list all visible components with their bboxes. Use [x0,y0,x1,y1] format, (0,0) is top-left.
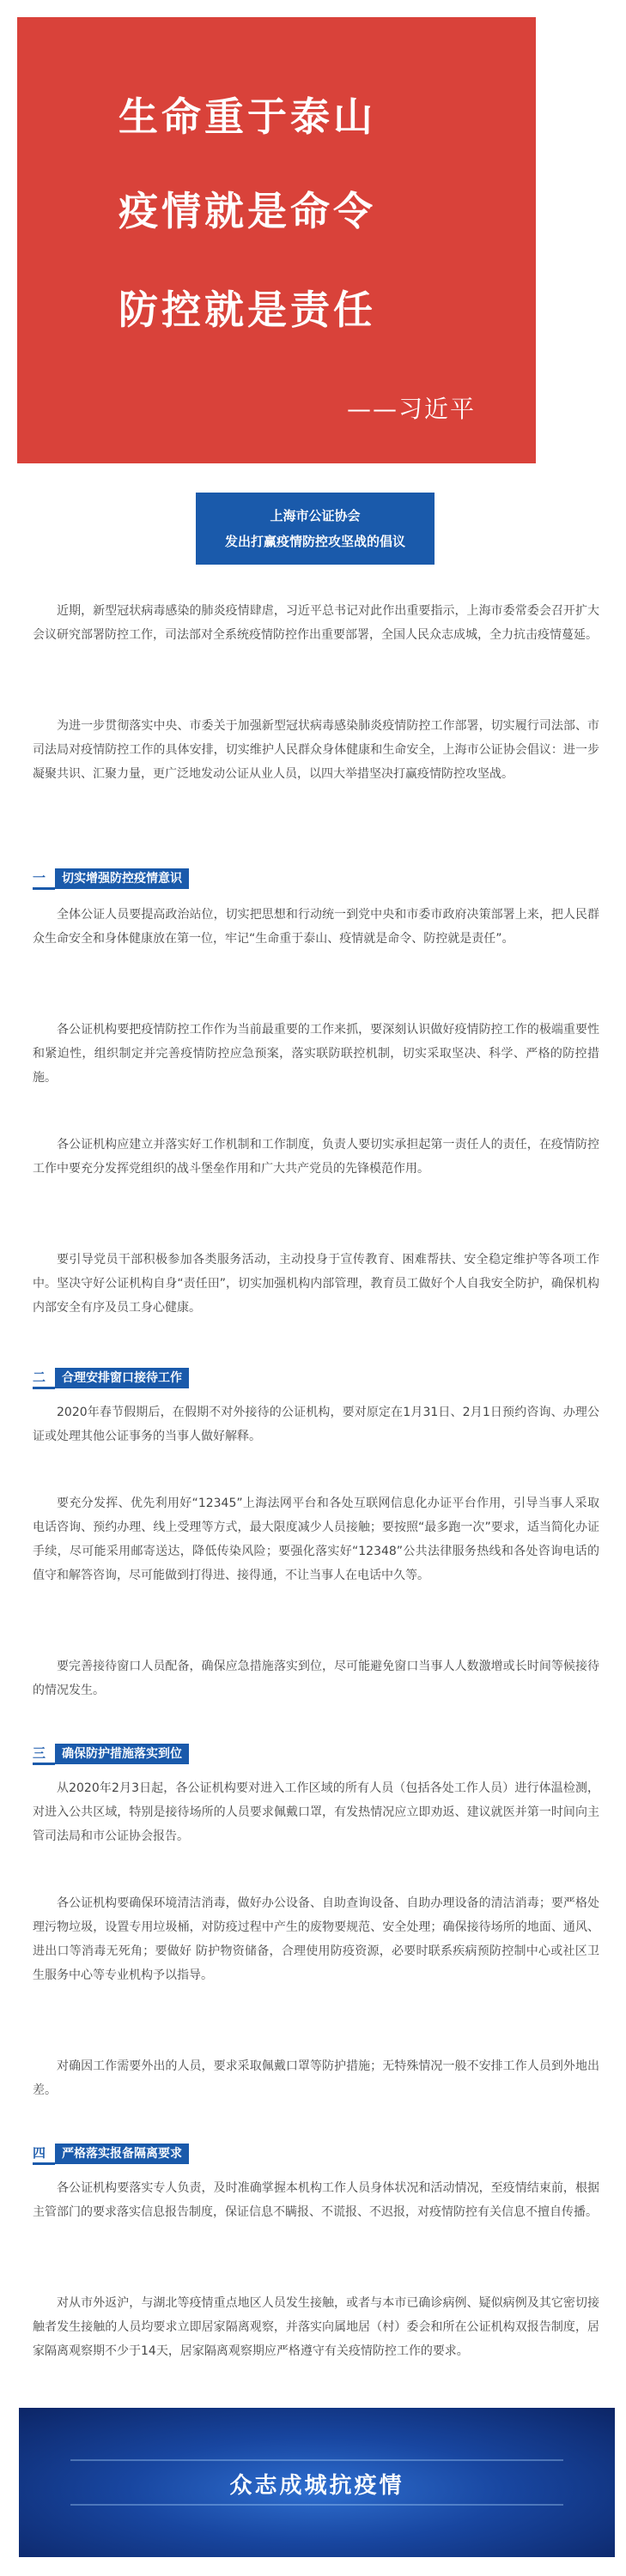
section-2-paragraph-2: 要充分发挥、优先利用好“12345”上海法网平台和各处互联网信息化办证平台作用，引导当事人采取电话咨询、预约办理、线上受理等方式，最大限度减少人员接触；要按照“最多跑一次”要求，适当简化办证手续，尽可能采用邮寄送达，降低传染风险；要强化落实好“12348”公共法律服务热线和各处咨询电话的值守和解答咨询，尽可能做到打得进、接得通，不让当事人在电话中久等。 [33,1497,599,1582]
section-label: 严格落实报备隔离要求 [55,2144,189,2164]
slogan-line-2: 疫情就是命令 [119,188,376,234]
article-title-line-1: 上海市公证协会 [270,508,361,523]
intro-paragraph-1: 近期，新型冠状病毒感染的肺炎疫情肆虐，习近平总书记对此作出重要指示，上海市委常委会召开扩大会议研究部署防控工作，司法部对全系统疫情防控作出重要部署，全国人民众志成城，全力抗击疫情蔓延。 [33,604,599,642]
section-2-paragraph-3: 要完善接待窗口人员配备，确保应急措施落实到位，尽可能避免窗口当事人人数激增或长时间等候接待的情况发生。 [33,1660,599,1697]
section-heading-4 [33,2144,189,2164]
section-heading-1 [33,868,189,889]
section-label: 切实增强防控疫情意识 [55,868,189,889]
section-1-paragraph-1: 全体公证人员要提高政治站位，切实把思想和行动统一到党中央和市委市政府决策部署上来，把人民群众生命安全和身体健康放在第一位，牢记“生命重于泰山、疫情就是命令、防控就是责任”。 [33,908,599,946]
section-3-paragraph-2: 各公证机构要确保环境清洁消毒，做好办公设备、自助查询设备、自助办理设备的清洁消毒；要严格处理污物垃圾，设置专用垃圾桶，对防疫过程中产生的废物要规范、安全处理；确保接待场所的地面、通风、进出口等消毒无死角；要做好 防护物资储备，合理使用防疫资源，必要时联系疾病预防控制中心或社区卫生服务中心等专业机构予以指导。 [33,1896,599,1982]
article-title-box [196,493,435,565]
section-2-paragraph-1: 2020年春节假期后，在假期不对外接待的公证机构，要对原定在1月31日、2月1日预约咨询、办理公证或处理其他公证事务的当事人做好解释。 [33,1406,599,1443]
section-label: 确保防护措施落实到位 [55,1744,189,1764]
section-1-paragraph-4: 要引导党员干部积极参加各类服务活动，主动投身于宣传教育、困难帮扶、安全稳定维护等各项工作中。坚决守好公证机构自身“责任田”，切实加强机构内部管理，教育员工做好个人自我安全防护，确保机构内部安全有序及员工身心健康。 [33,1253,599,1315]
section-number: 三 [33,1744,55,1765]
footer-slogan: 众志成城抗疫情 [229,2473,404,2499]
footer-banner [19,2408,615,2557]
slogan-signature: ——习近平 [346,395,476,423]
intro-paragraph-2: 为进一步贯彻落实中央、市委关于加强新型冠状病毒感染肺炎疫情防控工作部署，切实履行司法部、市司法局对疫情防控工作的具体安排，切实维护人民群众身体健康和生命安全，上海市公证协会倡议：进一步凝聚共识、汇聚力量，更广泛地发动公证从业人员，以四大举措坚决打赢疫情防控攻坚战。 [33,719,599,781]
section-3-paragraph-3: 对确因工作需要外出的人员，要求采取佩戴口罩等防护措施；无特殊情况一般不安排工作人员到外地出差。 [33,2059,599,2097]
article-title-line-2: 发出打赢疫情防控攻坚战的倡议 [224,534,405,549]
section-number: 二 [33,1368,55,1389]
section-heading-2 [33,1368,189,1388]
section-heading-3 [33,1744,189,1764]
section-number: 一 [33,868,55,890]
section-1-paragraph-3: 各公证机构应建立并落实好工作机制和工作制度，负责人要切实承担起第一责任人的责任，在疫情防控工作中要充分发挥党组织的战斗堡垒作用和广大共产党员的先锋模范作用。 [33,1138,599,1176]
slogan-line-1: 生命重于泰山 [119,94,376,140]
section-number: 四 [33,2144,55,2165]
footer-decoration-line [70,2504,563,2506]
section-4-paragraph-1: 各公证机构要落实专人负责，及时准确掌握本机构工作人员身体状况和活动情况，至疫情结束前，根据主管部门的要求落实信息报告制度，保证信息不瞒报、不谎报、不迟报，对疫情防控有关信息不擅自传播。 [33,2181,599,2219]
hero-banner [17,17,536,463]
section-1-paragraph-2: 各公证机构要把疫情防控工作作为当前最重要的工作来抓，要深刻认识做好疫情防控工作的极端重要性和紧迫性，组织制定并完善疫情防控应急预案，落实联防联控机制，切实采取坚决、科学、严格的防控措施。 [33,1023,599,1085]
footer-decoration-line [70,2459,563,2461]
section-3-paragraph-1: 从2020年2月3日起，各公证机构要对进入工作区域的所有人员（包括各处工作人员）进行体温检测，对进入公共区域，特别是接待场所的人员要求佩戴口罩，有发热情况应立即劝返、建议就医并第一时间向主管司法局和市公证协会报告。 [33,1781,599,1843]
section-4-paragraph-2: 对从市外返沪，与湖北等疫情重点地区人员发生接触，或者与本市已确诊病例、疑似病例及其它密切接触者发生接触的人员均要求立即居家隔离观察，并落实向属地居（村）委会和所在公证机构双报告制度，居家隔离观察期不少于14天，居家隔离观察期应严格遵守有关疫情防控工作的要求。 [33,2296,599,2358]
slogan-line-3: 防控就是责任 [119,287,376,333]
section-label: 合理安排窗口接待工作 [55,1368,189,1388]
